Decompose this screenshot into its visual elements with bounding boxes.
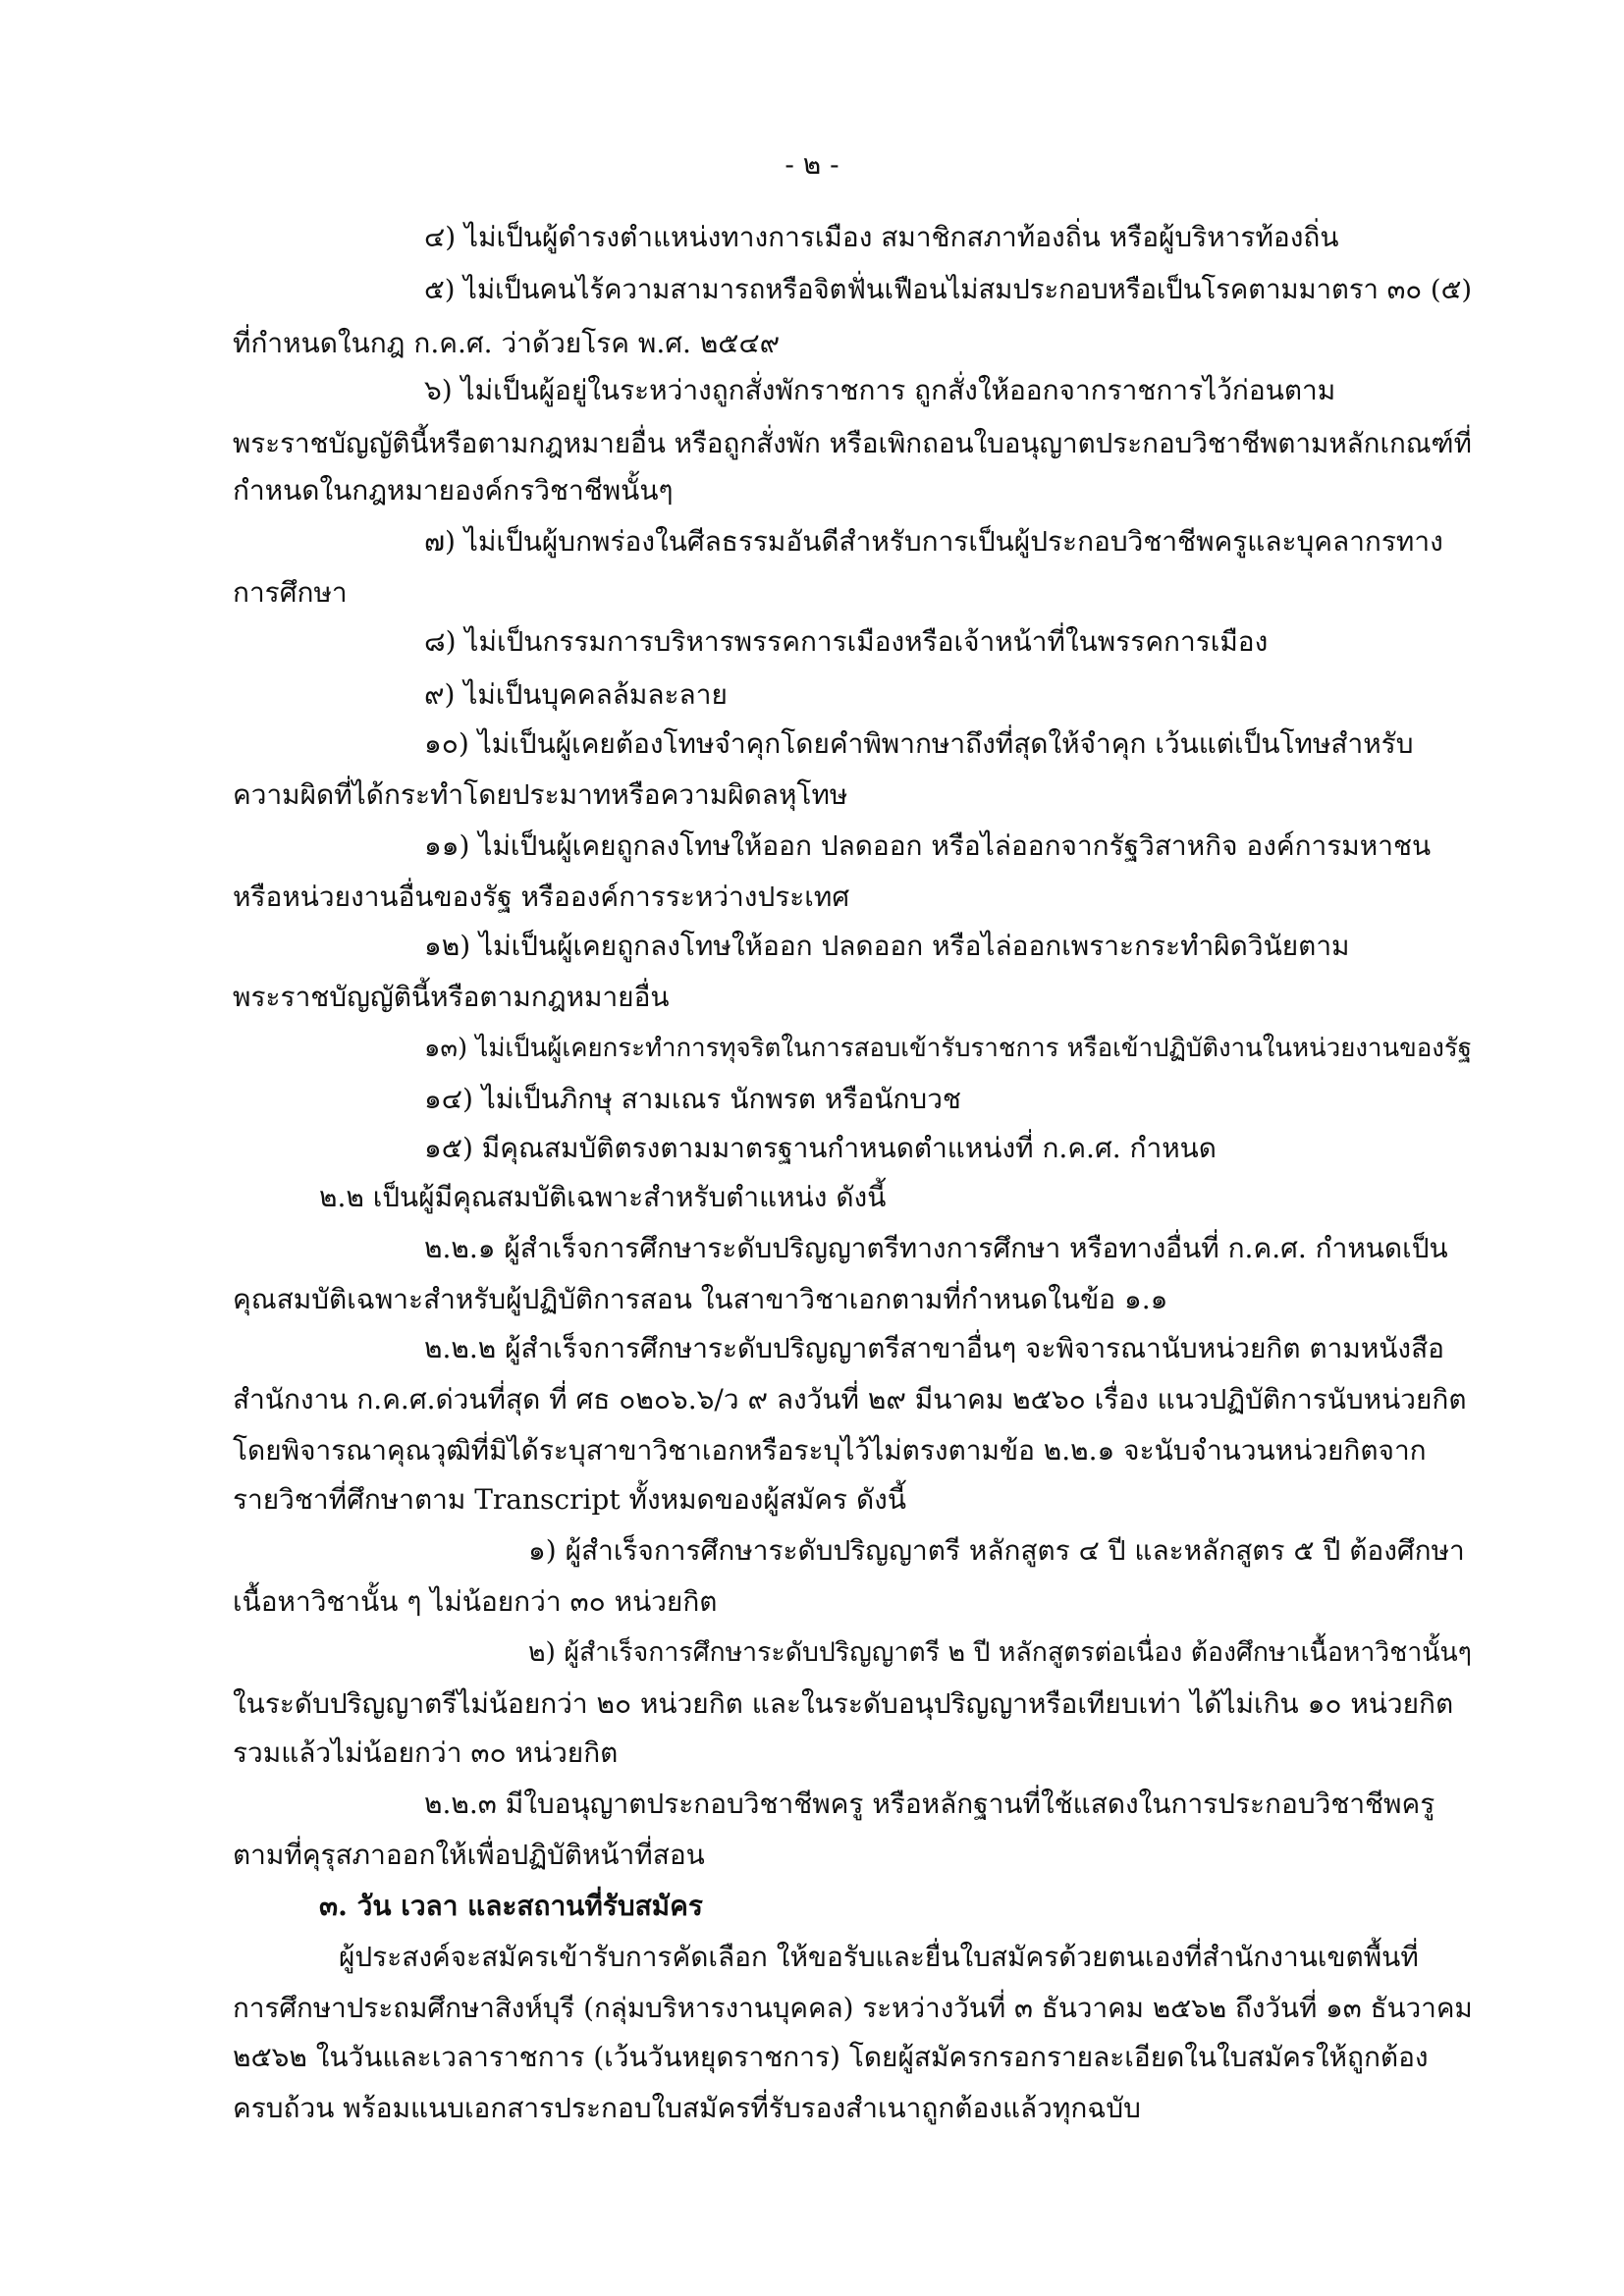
text-line: เนื้อหาวิชานั้น ๆ ไม่น้อยกว่า ๓๐ หน่วยกิต (233, 1585, 718, 1618)
text-line: การศึกษา (233, 576, 348, 609)
text-line: ๑๒) ไม่เป็นผู้เคยถูกลงโทษให้ออก ปลดออก หรือไล่ออกเพราะกระทำผิดวินัยตาม (424, 930, 1350, 962)
text-line: สำนักงาน ก.ค.ศ.ด่วนที่สุด ที่ ศธ ๐๒๐๖.๖/ว ๙ ลงวันที่ ๒๙ มีนาคม ๒๕๖๐ เรื่อง แนวปฏิบัติการนับหน่วยกิต (233, 1383, 1467, 1415)
text-line: ที่กำหนดในกฎ ก.ค.ศ. ว่าด้วยโรค พ.ศ. ๒๕๔๙ (233, 327, 781, 359)
text-line: พระราชบัญญัตินี้หรือตามกฎหมายอื่น หรือถูกสั่งพัก หรือเพิกถอนใบอนุญาตประกอบวิชาชีพตามหลักเกณฑ์ที่ (233, 427, 1472, 459)
text-line: ๑) ผู้สำเร็จการศึกษาระดับปริญญาตรี หลักสูตร ๔ ปี และหลักสูตร ๕ ปี ต้องศึกษา (528, 1534, 1465, 1567)
text-line: ๔) ไม่เป็นผู้ดำรงตำแหน่งทางการเมือง สมาชิกสภาท้องถิ่น หรือผู้บริหารท้องถิ่น (424, 221, 1339, 253)
text-line: ๙) ไม่เป็นบุคคลล้มละลาย (424, 678, 728, 711)
text-line: ๒๕๖๒ ในวันและเวลาราชการ (เว้นวันหยุดราชการ) โดยผู้สมัครกรอกรายละเอียดในใบสมัครให้ถูกต้อง (233, 2041, 1429, 2073)
text-line: ๒.๒ เป็นผู้มีคุณสมบัติเฉพาะสำหรับตำแหน่ง ดังนี้ (319, 1181, 887, 1213)
text-line: หรือหน่วยงานอื่นของรัฐ หรือองค์การระหว่างประเทศ (233, 881, 850, 913)
text-line: ๑๐) ไม่เป็นผู้เคยต้องโทษจำคุกโดยคำพิพากษาถึงที่สุดให้จำคุก เว้นแต่เป็นโทษสำหรับ (424, 727, 1414, 760)
section-heading: ๓. วัน เวลา และสถานที่รับสมัคร (319, 1890, 703, 1922)
text-line: ๑๓) ไม่เป็นผู้เคยกระทำการทุจริตในการสอบเข้ารับราชการ หรือเข้าปฏิบัติงานในหน่วยงานของรัฐ (424, 1034, 1472, 1063)
text-line: ๑๕) มีคุณสมบัติตรงตามมาตรฐานกำหนดตำแหน่งที่ ก.ค.ศ. กำหนด (424, 1132, 1217, 1164)
page-number: - ๒ - (785, 148, 839, 181)
text-line: ๖) ไม่เป็นผู้อยู่ในระหว่างถูกสั่งพักราชการ ถูกสั่งให้ออกจากราชการไว้ก่อนตาม (424, 374, 1336, 406)
text-line: ครบถ้วน พร้อมแนบเอกสารประกอบใบสมัครที่รับรองสำเนาถูกต้องแล้วทุกฉบับ (233, 2092, 1141, 2124)
text-line: ความผิดที่ได้กระทำโดยประมาทหรือความผิดลหุโทษ (233, 778, 848, 811)
text-line: ๒.๒.๓ มีใบอนุญาตประกอบวิชาชีพครู หรือหลักฐานที่ใช้แสดงในการประกอบวิชาชีพครู (424, 1788, 1435, 1820)
text-line: ๒.๒.๑ ผู้สำเร็จการศึกษาระดับปริญญาตรีทางการศึกษา หรือทางอื่นที่ ก.ค.ศ. กำหนดเป็น (424, 1232, 1448, 1264)
text-line: โดยพิจารณาคุณวุฒิที่มิได้ระบุสาขาวิชาเอกหรือระบุไว้ไม่ตรงตามข้อ ๒.๒.๑ จะนับจำนวนหน่วยกิตจาก (233, 1434, 1427, 1467)
text-line: ๑๔) ไม่เป็นภิกษุ สามเณร นักพรต หรือนักบวช (424, 1083, 961, 1115)
text-line: รายวิชาที่ศึกษาตาม Transcript ทั้งหมดของผู้สมัคร ดังนี้ (233, 1483, 906, 1516)
text-line: ๕) ไม่เป็นคนไร้ความสามารถหรือจิตฟั่นเฟือนไม่สมประกอบหรือเป็นโรคตามมาตรา ๓๐ (๕) (424, 275, 1473, 305)
text-line: ๒.๒.๒ ผู้สำเร็จการศึกษาระดับปริญญาตรีสาขาอื่นๆ จะพิจารณานับหน่วยกิต ตามหนังสือ (424, 1332, 1444, 1364)
text-line: คุณสมบัติเฉพาะสำหรับผู้ปฏิบัติการสอน ในสาขาวิชาเอกตามที่กำหนดในข้อ ๑.๑ (233, 1283, 1168, 1315)
text-line: ๗) ไม่เป็นผู้บกพร่องในศีลธรรมอันดีสำหรับการเป็นผู้ประกอบวิชาชีพครูและบุคลากรทาง (424, 525, 1443, 558)
text-line: ในระดับปริญญาตรีไม่น้อยกว่า ๒๐ หน่วยกิต และในระดับอนุปริญญาหรือเทียบเท่า ได้ไม่เกิน ๑๐ หน่วยกิต (233, 1687, 1454, 1720)
text-line: ๘) ไม่เป็นกรรมการบริหารพรรคการเมืองหรือเจ้าหน้าที่ในพรรคการเมือง (424, 625, 1269, 658)
text-line: ๒) ผู้สำเร็จการศึกษาระดับปริญญาตรี ๒ ปี หลักสูตรต่อเนื่อง ต้องศึกษาเนื้อหาวิชานั้นๆ (528, 1637, 1472, 1668)
text-line: กำหนดในกฎหมายองค์กรวิชาชีพนั้นๆ (233, 474, 674, 507)
text-line: การศึกษาประถมศึกษาสิงห์บุรี (กลุ่มบริหารงานบุคคล) ระหว่างวันที่ ๓ ธันวาคม ๒๕๖๒ ถึงวันที่ ๑๓ ธันวาคม (233, 1992, 1473, 2024)
text-line: รวมแล้วไม่น้อยกว่า ๓๐ หน่วยกิต (233, 1736, 619, 1769)
text-line: ผู้ประสงค์จะสมัครเข้ารับการคัดเลือก ให้ขอรับและยื่นใบสมัครด้วยตนเองที่สำนักงานเขตพื้นที่ (339, 1941, 1419, 1973)
text-line: พระราชบัญญัตินี้หรือตามกฎหมายอื่น (233, 981, 670, 1013)
text-line: ตามที่คุรุสภาออกให้เพื่อปฏิบัติหน้าที่สอน (233, 1839, 705, 1871)
text-line: ๑๑) ไม่เป็นผู้เคยถูกลงโทษให้ออก ปลดออก หรือไล่ออกจากรัฐวิสาหกิจ องค์การมหาชน (424, 829, 1432, 862)
